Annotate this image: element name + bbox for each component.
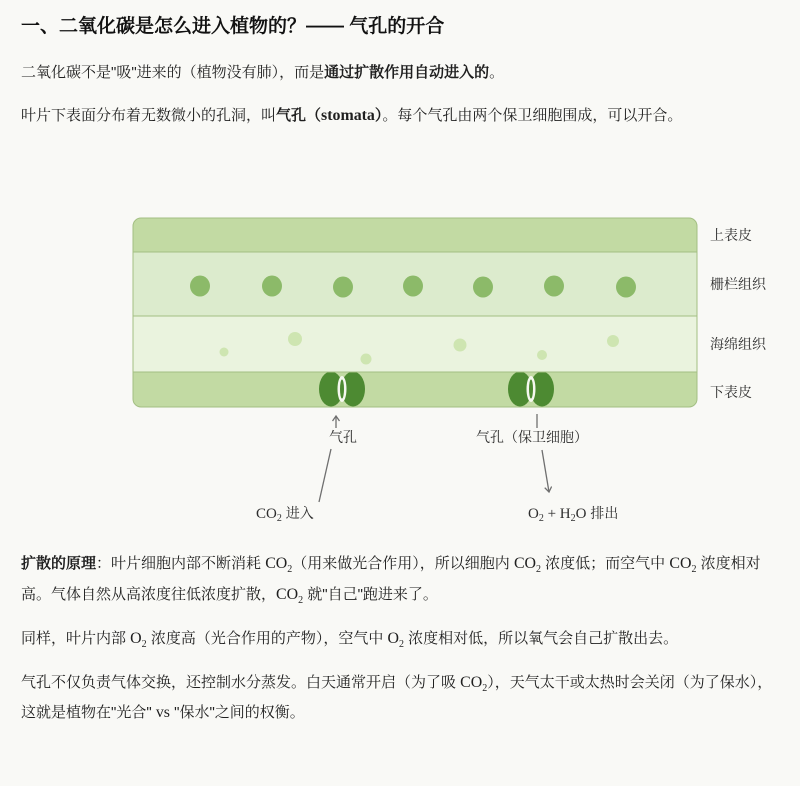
stoma-label: 气孔 <box>329 429 357 446</box>
layer-lower-epidermis <box>133 372 697 407</box>
stoma-left-guard-cells <box>319 372 365 407</box>
label-upper-epidermis: 上表皮 <box>710 227 752 244</box>
label-palisade-tissue: 栅栏组织 <box>710 276 766 293</box>
label-lower-epidermis: 下表皮 <box>710 384 752 401</box>
layer-upper-epidermis <box>133 218 697 252</box>
guard-cells-label: 气孔（保卫细胞） <box>476 429 588 446</box>
paragraph-intro: 二氧化碳不是"吸"进来的（植物没有肺），而是通过扩散作用自动进入的。 <box>21 63 505 81</box>
o2-exit-label: $O_2 + H_2O$ 排出 <box>528 505 619 525</box>
co2-entry-line <box>319 449 331 502</box>
co2-entry-label: $CO_2$ 进入 <box>256 505 314 525</box>
page-title: 一、二氧化碳是怎么进入植物的？—— 气孔的开合 <box>21 16 445 37</box>
label-spongy-tissue: 海绵组织 <box>710 336 766 353</box>
leaf-cross-section-diagram <box>0 205 800 535</box>
paragraph-stomata-definition: 叶片下表面分布着无数微小的孔洞，叫气孔（stomata）。每个气孔由两个保卫细胞围成，可以开合。 <box>21 107 683 125</box>
annotations <box>256 414 618 524</box>
layer-labels <box>710 227 767 400</box>
paragraph-stomata-tradeoff: 气孔不仅负责气体交换，还控制水分蒸发。白天通常开启（为了吸 $CO_2$），天气太干或太热时会关闭（为了保水），这就是植物在"光合" vs "保水"之间的权衡。 <box>21 673 773 722</box>
stoma-right-guard-cells <box>508 372 554 407</box>
paragraph-oxygen-diffusion: 同样，叶片内部 $O_2$ 浓度高（光合作用的产物），空气中 $O_2$ 浓度相对低，所以氧气会自己扩散出去。 <box>21 629 679 650</box>
o2-exit-arrow-icon <box>542 450 549 492</box>
paragraph-diffusion-principle: 扩散的原理：叶片细胞内部不断消耗 $CO_2$（用来做光合作用），所以细胞内 $CO_2$ 浓度低；而空气中 $CO_2$ 浓度相对高。气体自然从高浓度往低浓度扩散，$CO_2$ 就"自己"跑进来了。 <box>21 555 761 606</box>
